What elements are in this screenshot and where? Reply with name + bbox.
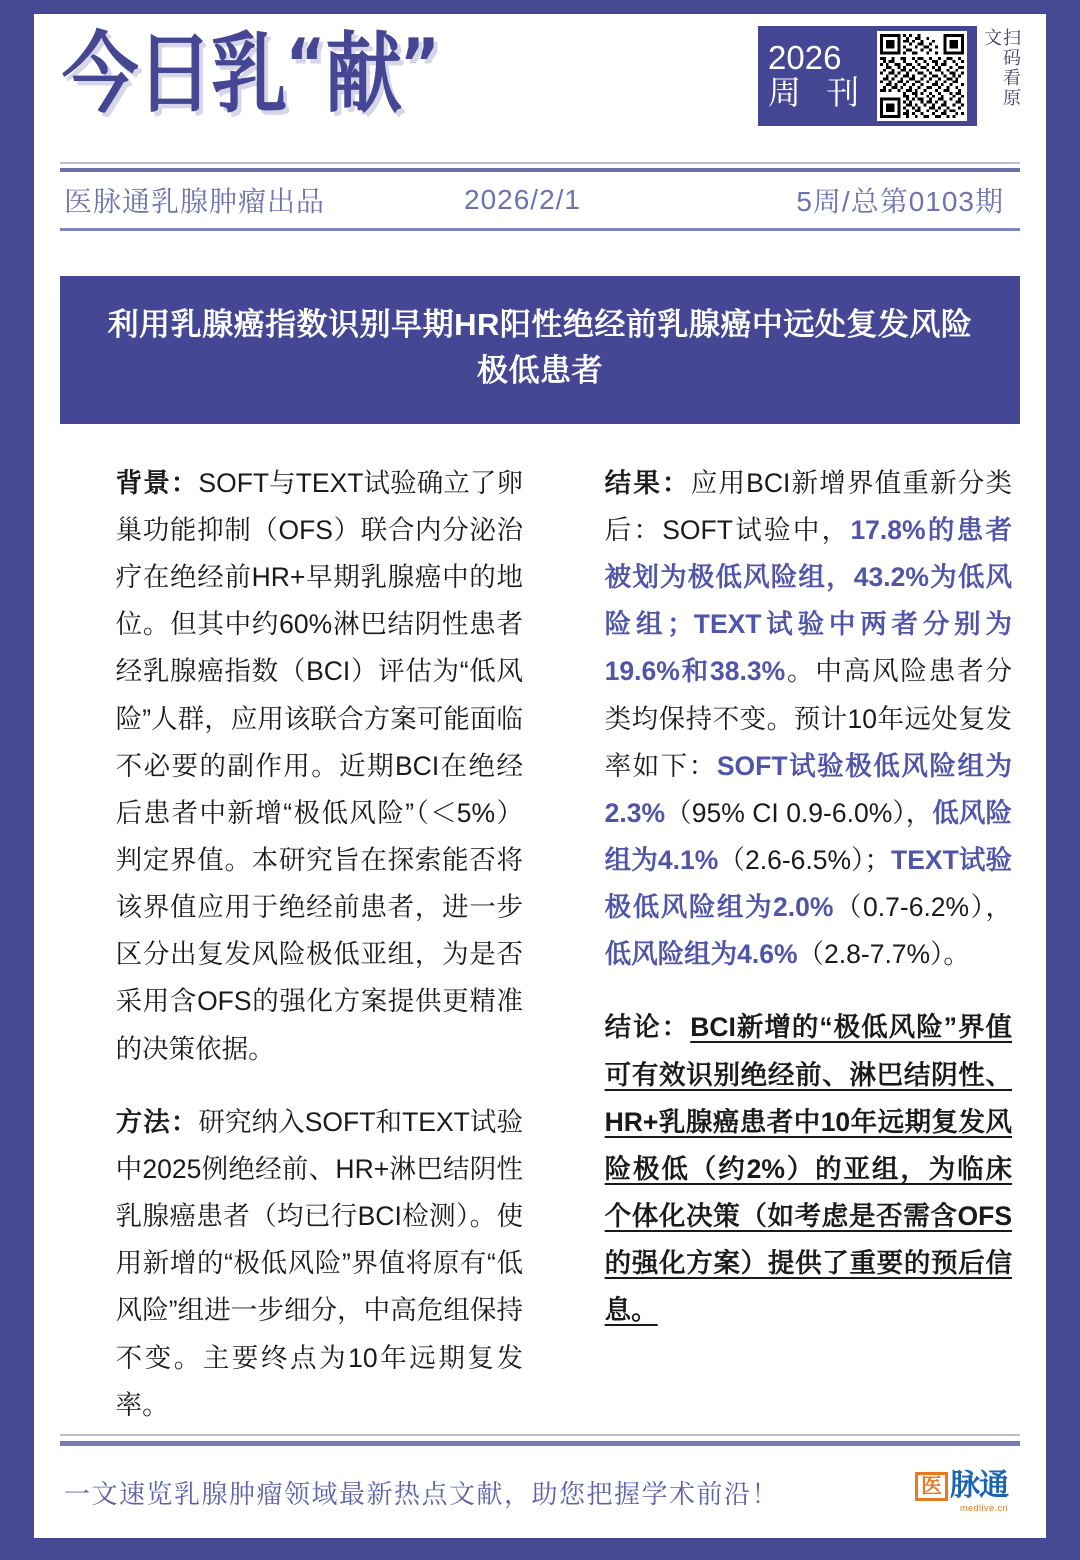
qr-side-note: 扫码看原文 [982,28,1021,108]
results-highlight-2: SOFT试验极低风险组为2.3% [604,750,1012,828]
newsletter-page [34,14,1046,1538]
qr-year-weekly [768,41,867,110]
paragraph-methods [60,1099,523,1429]
conclusion-label: 结论： [604,1012,691,1043]
brand-quote-close: ” [399,23,440,106]
column-left [60,460,523,1455]
footer [34,1434,1046,1538]
methods-label: 方法： [115,1106,199,1137]
conclusion-text: BCI新增的“极低风险”界值可有效识别绝经前、淋巴结阴性、HR+乳腺癌患者中10年远期复发风险极低（约2%）的亚组，为临床个体化决策（如考虑是否需含OFS的强化方案）提供了重要的预后信息。 [604,1012,1012,1326]
header-rule-thin [60,162,1020,164]
qr-year-label: 2026 [768,39,842,77]
brand-quote-open: “ [285,23,326,106]
qr-code-icon[interactable] [877,31,967,121]
footer-rule-thin [60,1434,1020,1436]
results-seg3: 。中高风险患者分类均保持不变。预计10年远处复发率如下： [604,656,1013,781]
meta-date: 2026/2/1 [464,184,581,215]
qr-weekly-label: 周 刊 [768,74,868,111]
meta-source: 医脉通乳腺肿瘤出品 [64,186,326,217]
medlive-logo [915,1471,1008,1513]
paragraph-conclusion [549,1004,1012,1334]
footer-row [34,1446,1046,1538]
results-seg5: （95% CI 0.9-6.0%）， [665,797,933,828]
footer-rules [34,1434,1046,1446]
medlive-logo-word: 脉通 [950,1469,1008,1502]
qr-card [758,26,977,126]
results-seg9: （0.7-6.2%）， [833,892,1012,923]
medlive-logo-main [915,1471,1008,1501]
brand-logo-text: 今日乳 [62,24,286,126]
masthead [34,14,1046,162]
brand-logo [62,23,440,126]
results-highlight-5: 低风险组为4.6% [604,939,798,970]
medlive-logo-box: 医 [915,1472,948,1501]
paragraph-results [549,460,1012,979]
background-label: 背景： [115,467,199,498]
qr-block[interactable] [758,26,1020,126]
results-highlight-1: 17.8%的患者被划为极低风险组，43.2%为低风险组；TEXT试验中两者分别为19.6%和38.3% [604,514,1012,687]
medlive-logo-sub: medlive.cn [959,1503,1008,1513]
footer-tagline: 一文速览乳腺肿瘤领域最新热点文献，助您把握学术前沿！ [64,1478,780,1509]
meta-row [34,172,1046,228]
results-seg11: （2.8-7.7%）。 [797,939,970,970]
methods-text: 研究纳入SOFT和TEXT试验中2025例绝经前、HR+淋巴结阴性乳腺癌患者（均已行BCI检测）。使用新增的“极低风险”界值将原有“低风险”组进一步细分，中高危组保持不变。主要终点为10年远期复发率。 [115,1106,523,1420]
results-highlight-3: 低风险组为4.1% [604,797,1012,875]
results-label: 结果： [604,467,691,498]
results-seg1: 应用BCI新增界值重新分类后：SOFT试验中， [604,467,1012,545]
results-seg7: （2.6-6.5%）； [718,845,892,875]
paragraph-background [60,460,523,1073]
header-rule-bottom [60,228,1020,231]
background-text: SOFT与TEXT试验确立了卵巢功能抑制（OFS）联合内分泌治疗在绝经前HR+早期乳腺癌中的地位。但其中约60%淋巴结阴性患者经乳腺癌指数（BCI）评估为“低风险”人群，应用该联合方案可能面临不必要的副作用。近期BCI在绝经后患者中新增“极低风险”（＜5%）判定界值。本研究旨在探索能否将该界值应用于绝经前患者，进一步区分出复发风险极低亚组，为是否采用含OFS的强化方案提供更精准的决策依据。 [115,467,523,1064]
column-right [549,460,1012,1455]
brand-quote-word: 献 [325,24,400,126]
article-title: 利用乳腺癌指数识别早期HR阳性绝经前乳腺癌中远处复发风险极低患者 [60,276,1020,424]
meta-issue: 5周/总第0103期 [796,186,1004,217]
article-body [60,460,1020,1455]
results-highlight-4: TEXT试验极低风险组为2.0% [604,845,1012,923]
